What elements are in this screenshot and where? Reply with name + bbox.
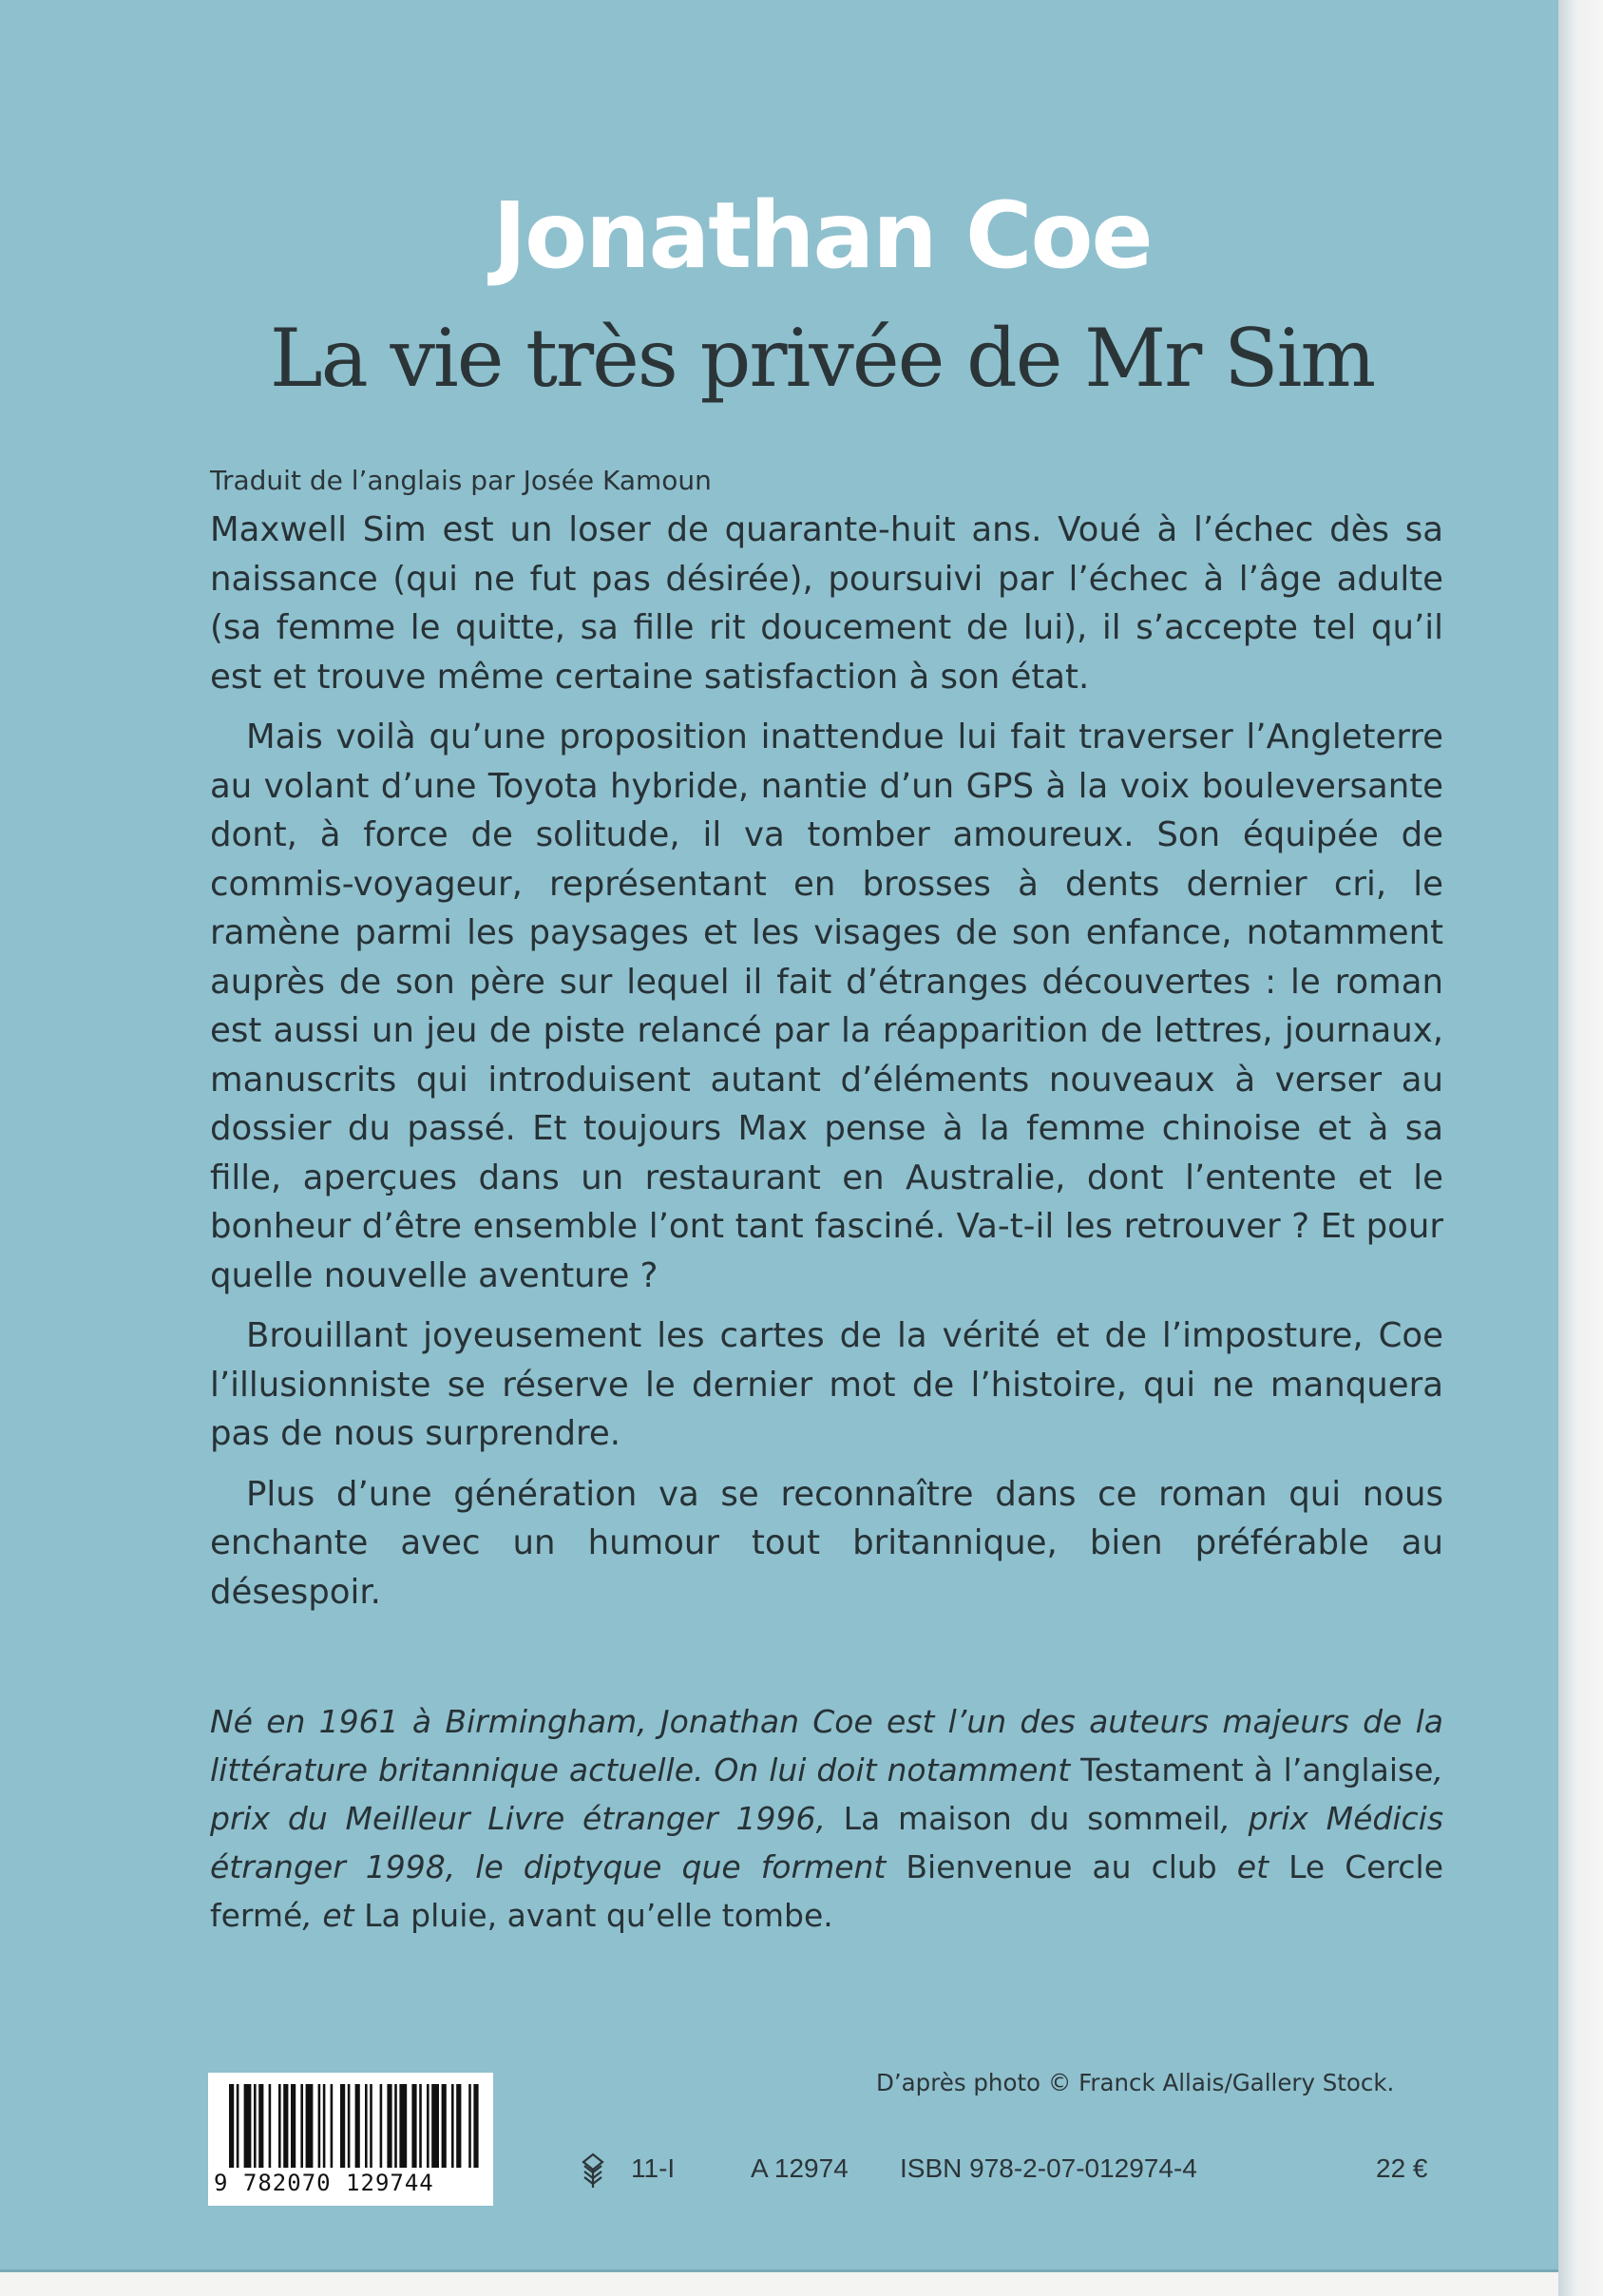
barcode-bar bbox=[399, 2084, 407, 2168]
barcode-bar bbox=[380, 2084, 383, 2168]
barcode-bar bbox=[229, 2084, 234, 2168]
barcode-digits: 9 782070 129744 bbox=[214, 2170, 434, 2196]
barcode-bar bbox=[254, 2084, 257, 2168]
barcode-bar bbox=[442, 2084, 447, 2168]
price: 22 € bbox=[1376, 2153, 1428, 2183]
isbn: ISBN 978-2-07-012974-4 bbox=[900, 2153, 1197, 2183]
barcode-bar bbox=[431, 2084, 439, 2168]
barcode-bar bbox=[331, 2084, 334, 2168]
barcode-bar bbox=[365, 2084, 368, 2168]
barcode-bar bbox=[411, 2084, 416, 2168]
bio-text: , prix Médicis étranger 1998, le diptyque que forment bbox=[210, 1800, 1444, 1885]
barcode-bar bbox=[244, 2084, 252, 2168]
publisher-logo-icon bbox=[576, 2152, 610, 2190]
bio-text: , prix du Meilleur Livre étranger 1996, bbox=[210, 1751, 1443, 1837]
barcode-bar bbox=[283, 2084, 288, 2168]
synopsis bbox=[210, 506, 1443, 1628]
publisher-reference: A 12974 bbox=[751, 2153, 849, 2183]
author-bio bbox=[210, 1697, 1443, 1940]
synopsis-paragraph: Mais voilà qu’une proposition inattendue lui fait traverser l’Angleterre au volant d’une Toyota hybride, nantie d’un GPS à la voix bouleversante dont, à force de solitude, il va tomber amoureux. Son équipée de commis-voyageur, représentant en brosses à dents dernier cri, le ramène parmi les paysages et les visages de son enfance, notamment auprès de son père sur lequel il fait d’étranges découvertes : le roman est aussi un jeu de piste relancé par la réapparition de lettres, journaux, manuscrits qui introduisent autant d’éléments nouveaux à verser au dossier du passé. Et toujours Max pense à la femme chinoise et à sa fille, aperçues dans un restaurant en Australie, dont l’entente et le bonheur d’être ensemble l’ont tant fasciné. Va-t-il les retrouver ? Et pour quelle nouvelle aventure ? bbox=[210, 718, 1443, 1295]
barcode-bar bbox=[278, 2084, 281, 2168]
barcode-bar bbox=[291, 2084, 296, 2168]
synopsis-paragraph: Plus d’une génération va se reconnaître dans ce roman qui nous enchante avec un humour tout britannique, bien préférable au désespoir. bbox=[210, 1474, 1443, 1612]
barcode-bar bbox=[473, 2084, 478, 2168]
barcode-bar bbox=[348, 2084, 351, 2168]
category-code: 11-I bbox=[631, 2153, 676, 2183]
barcode-bar bbox=[318, 2084, 321, 2168]
bio-text: et bbox=[1216, 1848, 1289, 1885]
book-work-title: La maison du sommeil bbox=[843, 1800, 1221, 1837]
author-name: Jonathan Coe bbox=[492, 182, 1152, 289]
synopsis-paragraph: Maxwell Sim est un loser de quarante-huit ans. Voué à l’échec dès sa naissance (qui ne fut pas désirée), poursuivi par l’échec à l’âge adulte (sa femme le quitte, sa fille rit doucement de lui), il s’accepte tel qu’il est et trouve même certaine satisfaction à son état. bbox=[210, 510, 1443, 697]
book-work-title: Le Cercle fermé bbox=[210, 1848, 1443, 1934]
book-work-title: La pluie, avant qu’elle tombe bbox=[364, 1897, 824, 1934]
barcode-bar bbox=[269, 2084, 272, 2168]
synopsis-paragraph: Brouillant joyeusement les cartes de la vérité et de l’imposture, Coe l’illusionniste se réserve le dernier mot de l’histoire, qui ne manquera pas de nous surprendre. bbox=[210, 1316, 1443, 1453]
barcode-bar bbox=[427, 2084, 429, 2168]
barcode-bar bbox=[387, 2084, 391, 2168]
barcode-bar bbox=[355, 2084, 360, 2168]
barcode-bar bbox=[258, 2084, 263, 2168]
barcode-bar bbox=[306, 2084, 314, 2168]
barcode-bar bbox=[451, 2084, 454, 2168]
barcode-bar bbox=[300, 2084, 303, 2168]
barcode-bar bbox=[237, 2084, 239, 2168]
book-work-title: Testament à l’anglaise bbox=[1080, 1751, 1434, 1789]
book-title: La vie très privée de Mr Sim bbox=[269, 312, 1375, 405]
barcode-bars bbox=[208, 2073, 493, 2172]
bio-text: , et bbox=[302, 1897, 365, 1934]
barcode-bar bbox=[419, 2084, 422, 2168]
barcode-bar bbox=[456, 2084, 461, 2168]
barcode-bar bbox=[323, 2084, 326, 2168]
barcode bbox=[208, 2073, 493, 2206]
photo-credit: D’après photo © Franck Allais/Gallery Stock. bbox=[876, 2069, 1395, 2096]
barcode-bar bbox=[340, 2084, 345, 2168]
barcode-bar bbox=[468, 2084, 471, 2168]
translator-credit: Traduit de l’anglais par Josée Kamoun bbox=[210, 465, 712, 496]
book-work-title: Bienvenue au club bbox=[906, 1848, 1217, 1885]
bio-text: . bbox=[823, 1897, 833, 1934]
barcode-bar bbox=[370, 2084, 372, 2168]
bio-text: Né en 1961 à Birmingham, Jonathan Coe est l’un des auteurs majeurs de la littérature britannique actuelle. On lui doit notamment bbox=[210, 1703, 1443, 1789]
barcode-bar bbox=[394, 2084, 397, 2168]
